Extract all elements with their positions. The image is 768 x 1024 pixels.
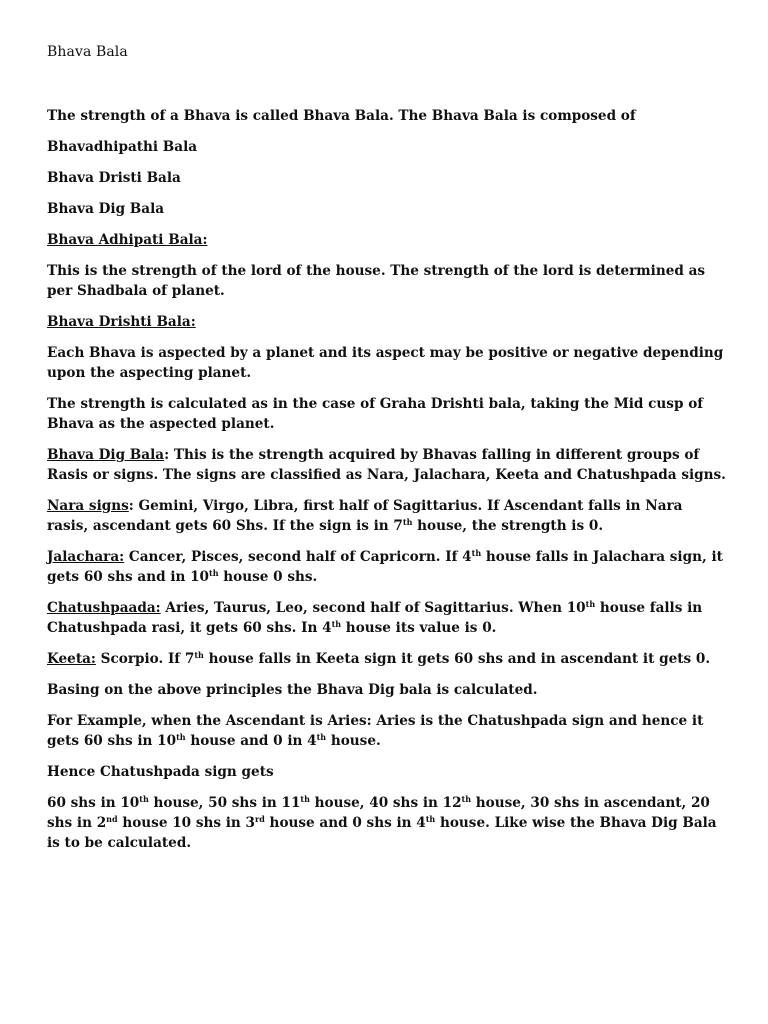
component-dig: Bhava Dig Bala [47,201,165,217]
final-sup-2: th [300,794,310,804]
final-sup-5: rd [255,814,265,824]
jalachara-label: Jalachara: [47,549,125,565]
keeta-paragraph [47,649,727,669]
jalachara-sup-2: th [209,568,219,578]
hence-paragraph: Hence Chatushpada sign gets [47,764,274,780]
final-text-5: house 10 shs in 3 [117,815,256,831]
component-dristi: Bhava Dristi Bala [47,170,181,186]
chatushpada-text-2: house falls in Chatushpada rasi, it gets 60 shs. In 4 [47,600,703,636]
chatushpada-text-3: house its value is 0. [341,620,497,636]
final-paragraph [47,793,727,853]
nara-sup-1: th [402,517,413,527]
example-text-3: house. [326,733,381,749]
adhipati-heading-paragraph [47,230,727,250]
basing-paragraph: Basing on the above principles the Bhava Dig bala is calculated. [47,682,538,698]
chatushpada-sup-1: th [585,599,596,609]
final-sup-3: th [461,794,472,804]
example-sup-1: th [176,732,186,742]
final-sup-1: th [139,794,149,804]
keeta-text-2: house falls in Keeta sign it gets 60 shs and in ascendant it gets 0. [203,651,711,667]
page-header: Bhava Bala [47,44,128,60]
dig-heading: Bhava Dig Bala [47,447,165,463]
drishti-text-2: The strength is calculated as in the case of Graha Drishti bala, taking the Mid cusp of Bhava as the aspected planet. [47,396,704,432]
final-text-4: house, 30 shs in ascendant, 20 shs in 2 [47,795,710,831]
intro-paragraph: The strength of a Bhava is called Bhava Bala. The Bhava Bala is composed of [47,108,636,124]
jalachara-text-1: Cancer, Pisces, second half of Capricorn. If 4 [124,549,472,565]
final-text-6: house and 0 shs in 4 [264,815,426,831]
jalachara-paragraph [47,547,727,587]
jalachara-text-2: house falls in Jalachara sign, it gets 60 shs and in 10 [47,549,723,585]
example-paragraph [47,711,727,751]
chatushpada-label: Chatushpaada: [47,600,161,616]
keeta-label: Keeta: [47,651,96,667]
final-sup-6: th [425,814,436,824]
final-text-3: house, 40 shs in 12 [309,795,462,811]
dig-text: : This is the strength acquired by Bhavas falling in different groups of Rasis or signs. The signs are classified as Nara, Jalachara, Keeta and Chatushpada signs. [47,447,726,483]
chatushpada-sup-2: th [331,619,342,629]
final-text-7: house. Like wise the Bhava Dig Bala is to be calculated. [47,815,717,851]
nara-label: Nara signs [47,498,129,514]
final-text-2: house, 50 shs in 11 [148,795,301,811]
example-text-2: house and 0 in 4 [185,733,317,749]
nara-text-1: : Gemini, Virgo, Libra, first half of Sagittarius. If Ascendant falls in Nara rasis, ascendant gets 60 Shs. If the sign is in 7 [47,498,683,534]
drishti-text-1: Each Bhava is aspected by a planet and its aspect may be positive or negative depending upon the aspecting planet. [47,345,724,381]
final-sup-4: nd [106,814,118,824]
jalachara-text-3: house 0 shs. [218,569,318,585]
example-sup-2: th [316,732,327,742]
component-bhavadhipathi: Bhavadhipathi Bala [47,139,198,155]
adhipati-text: This is the strength of the lord of the house. The strength of the lord is determined as per Shadbala of planet. [47,263,706,299]
keeta-text-1: Scorpio. If 7 [95,651,195,667]
chatushpada-text-1: Aries, Taurus, Leo, second half of Sagittarius. When 10 [160,600,586,616]
nara-text-2: house, the strength is 0. [412,518,604,534]
jalachara-sup-1: th [471,548,482,558]
chatushpada-paragraph [47,598,727,638]
document-body [47,106,727,864]
drishti-heading: Bhava Drishti Bala: [47,314,196,330]
example-text-1: For Example, when the Ascendant is Aries: Aries is the Chatushpada sign and hence it gets 60 shs in 10 [47,713,704,749]
adhipati-heading: Bhava Adhipati Bala: [47,232,208,248]
nara-paragraph [47,496,727,536]
dig-paragraph [47,445,727,485]
final-text-1: 60 shs in 10 [47,795,140,811]
drishti-heading-paragraph [47,312,727,332]
keeta-sup-1: th [194,650,204,660]
